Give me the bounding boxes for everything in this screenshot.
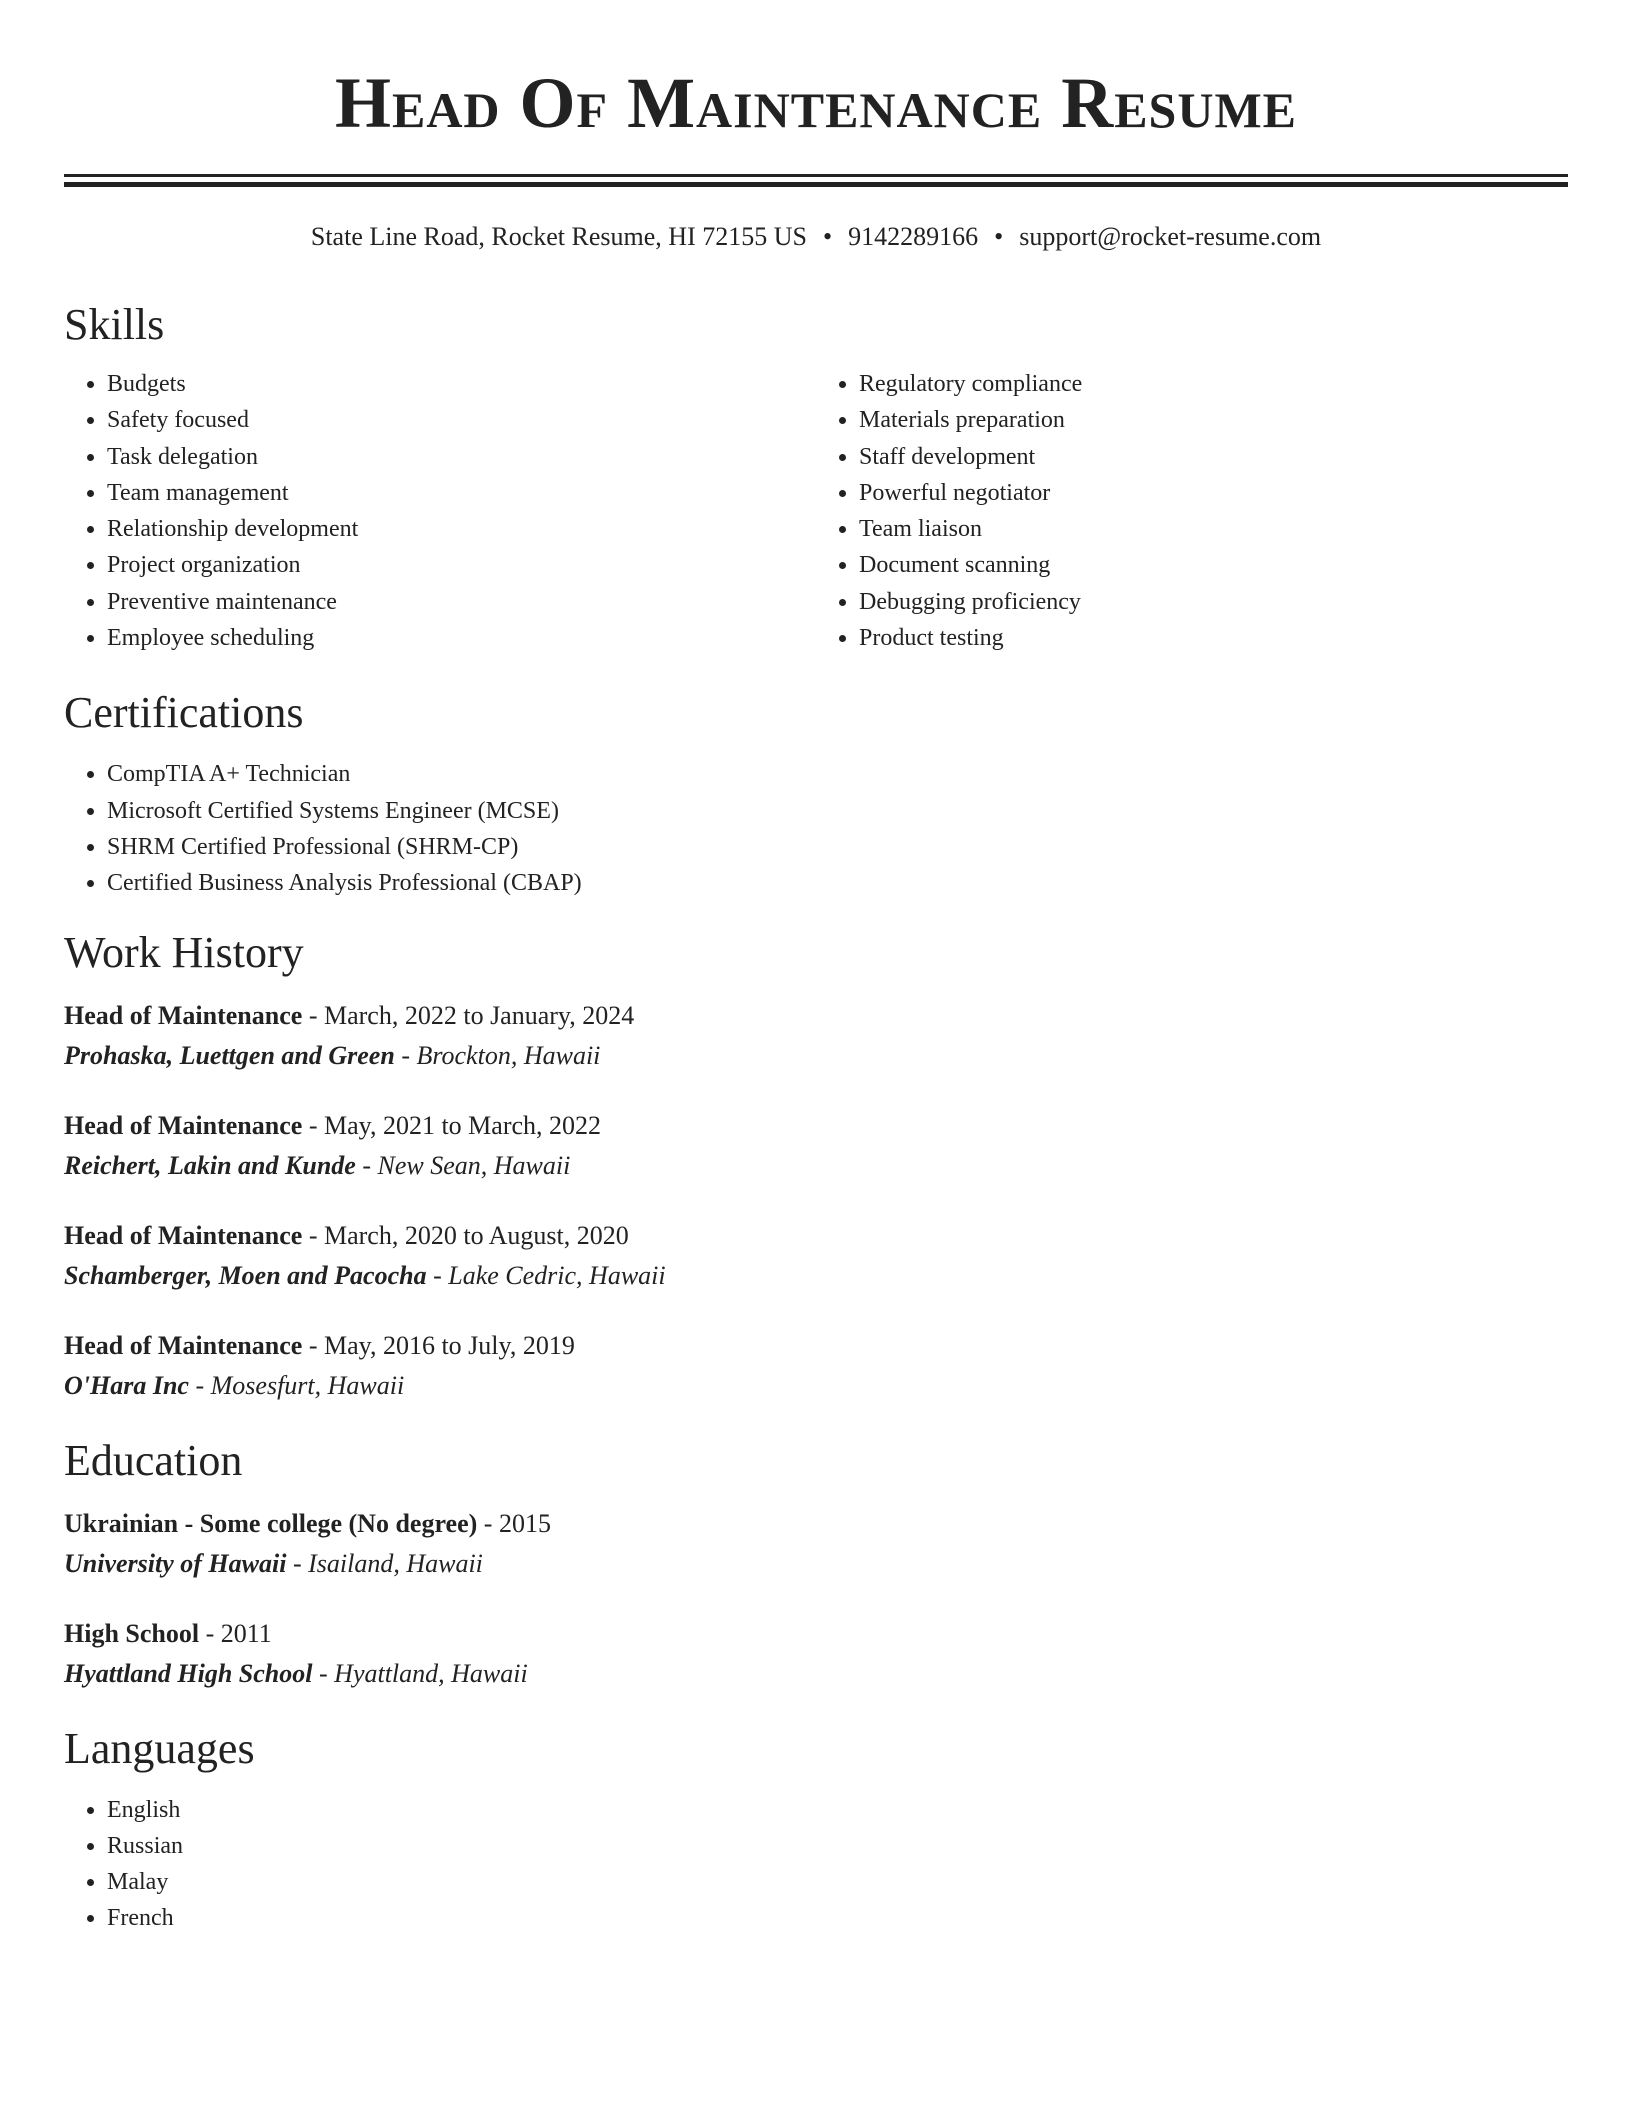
skills-heading: Skills xyxy=(64,300,165,349)
skill-item: • Relationship development xyxy=(107,511,816,547)
work-entry-employer xyxy=(64,1036,1568,1076)
languages-heading: Languages xyxy=(64,1723,255,1773)
languages-list xyxy=(64,1792,1568,1937)
skill-item: • Materials preparation xyxy=(859,402,1568,438)
work-entries xyxy=(64,996,1568,1406)
skill-item: • Safety focused xyxy=(107,402,816,438)
certification-item: • CompTIA A+ Technician xyxy=(107,756,1568,792)
job-title: Head of Maintenance xyxy=(64,1330,303,1360)
certification-item: • SHRM Certified Professional (SHRM-CP) xyxy=(107,829,1568,865)
job-title: Head of Maintenance xyxy=(64,1000,303,1030)
languages-section xyxy=(64,1722,1568,1937)
work-entry-header xyxy=(64,1216,1568,1256)
education-entry xyxy=(64,1504,1568,1584)
education-entry-header xyxy=(64,1614,1568,1654)
dash: - xyxy=(302,1000,324,1030)
work-entry-header xyxy=(64,1326,1568,1366)
contact-phone: 9142289166 xyxy=(848,222,979,251)
skill-item: • Team management xyxy=(107,475,816,511)
skills-grid xyxy=(64,366,1568,656)
education-entry-school xyxy=(64,1654,1568,1694)
dash: - xyxy=(302,1220,324,1250)
skill-item: • Team liaison xyxy=(859,511,1568,547)
language-item: • English xyxy=(107,1792,1568,1828)
work-entry xyxy=(64,1326,1568,1406)
dash: - xyxy=(302,1110,324,1140)
dash: - xyxy=(188,1370,211,1400)
resume-title: Head Of Maintenance Resume xyxy=(334,63,1298,143)
employer-location: Brockton, Hawaii xyxy=(416,1040,601,1070)
skill-item: • Budgets xyxy=(107,366,816,402)
skill-item: • Debugging proficiency xyxy=(859,584,1568,620)
skills-section xyxy=(64,298,1568,656)
education-section xyxy=(64,1434,1568,1694)
education-entry-school xyxy=(64,1544,1568,1584)
graduation-year: 2011 xyxy=(220,1618,272,1648)
certifications-heading: Certifications xyxy=(64,688,304,738)
work-entry-employer xyxy=(64,1146,1568,1186)
language-item: • Russian xyxy=(107,1828,1568,1864)
dash: - xyxy=(312,1658,335,1688)
work-entry-employer xyxy=(64,1256,1568,1296)
work-entry-header xyxy=(64,996,1568,1036)
dash: - xyxy=(394,1040,417,1070)
skills-list-left xyxy=(64,366,816,656)
work-history-heading: Work History xyxy=(64,927,304,977)
skills-list-right xyxy=(816,366,1568,656)
work-entry xyxy=(64,996,1568,1076)
school-location: Hyattland, Hawaii xyxy=(334,1658,528,1688)
employer-name: Prohaska, Luettgen and Green xyxy=(64,1040,395,1070)
certifications-section xyxy=(64,686,1568,901)
certification-item: • Microsoft Certified Systems Engineer (MCSE) xyxy=(107,793,1568,829)
school-location: Isailand, Hawaii xyxy=(308,1548,483,1578)
dash: - xyxy=(286,1548,309,1578)
work-entry xyxy=(64,1216,1568,1296)
resume-page xyxy=(64,0,1568,1937)
skill-item: • Task delegation xyxy=(107,439,816,475)
education-entries xyxy=(64,1504,1568,1694)
degree: Ukrainian - Some college (No degree) xyxy=(64,1508,478,1538)
employer-location: New Sean, Hawaii xyxy=(377,1150,571,1180)
skill-item: • Regulatory compliance xyxy=(859,366,1568,402)
title-divider-bottom xyxy=(64,182,1568,187)
job-title: Head of Maintenance xyxy=(64,1220,303,1250)
employer-location: Lake Cedric, Hawaii xyxy=(448,1260,666,1290)
dash: - xyxy=(355,1150,378,1180)
job-dates: May, 2021 to March, 2022 xyxy=(323,1110,602,1140)
language-item: • Malay xyxy=(107,1864,1568,1900)
school-name: Hyattland High School xyxy=(64,1658,313,1688)
job-dates: March, 2022 to January, 2024 xyxy=(323,1000,635,1030)
skill-item: • Employee scheduling xyxy=(107,620,816,656)
skill-item: • Powerful negotiator xyxy=(859,475,1568,511)
skill-item: • Project organization xyxy=(107,547,816,583)
skill-item: • Preventive maintenance xyxy=(107,584,816,620)
contact-address: State Line Road, Rocket Resume, HI 72155 US xyxy=(310,222,807,251)
employer-name: Reichert, Lakin and Kunde xyxy=(64,1150,356,1180)
contact-separator: • xyxy=(994,222,1004,251)
employer-name: O'Hara Inc xyxy=(64,1370,189,1400)
work-entry xyxy=(64,1106,1568,1186)
dash: - xyxy=(477,1508,499,1538)
graduation-year: 2015 xyxy=(498,1508,551,1538)
work-history-section xyxy=(64,926,1568,1406)
contact-line xyxy=(64,220,1568,254)
certifications-list xyxy=(64,756,1568,901)
job-dates: March, 2020 to August, 2020 xyxy=(323,1220,629,1250)
employer-name: Schamberger, Moen and Pacocha xyxy=(64,1260,427,1290)
dash: - xyxy=(302,1330,324,1360)
contact-separator: • xyxy=(822,222,833,251)
skill-item: • Product testing xyxy=(859,620,1568,656)
dash: - xyxy=(426,1260,449,1290)
work-entry-header xyxy=(64,1106,1568,1146)
dash: - xyxy=(199,1618,221,1648)
school-name: University of Hawaii xyxy=(64,1548,287,1578)
skill-item: • Document scanning xyxy=(859,547,1568,583)
language-item: • French xyxy=(107,1900,1568,1936)
degree: High School xyxy=(64,1618,200,1648)
certification-item: • Certified Business Analysis Professional (CBAP) xyxy=(107,865,1568,901)
education-heading: Education xyxy=(64,1435,243,1485)
skill-item: • Staff development xyxy=(859,439,1568,475)
job-dates: May, 2016 to July, 2019 xyxy=(323,1330,575,1360)
job-title: Head of Maintenance xyxy=(64,1110,303,1140)
contact-email: support@rocket-resume.com xyxy=(1019,222,1322,251)
work-entry-employer xyxy=(64,1366,1568,1406)
employer-location: Mosesfurt, Hawaii xyxy=(210,1370,405,1400)
education-entry xyxy=(64,1614,1568,1694)
title-divider-top xyxy=(64,174,1568,177)
education-entry-header xyxy=(64,1504,1568,1544)
